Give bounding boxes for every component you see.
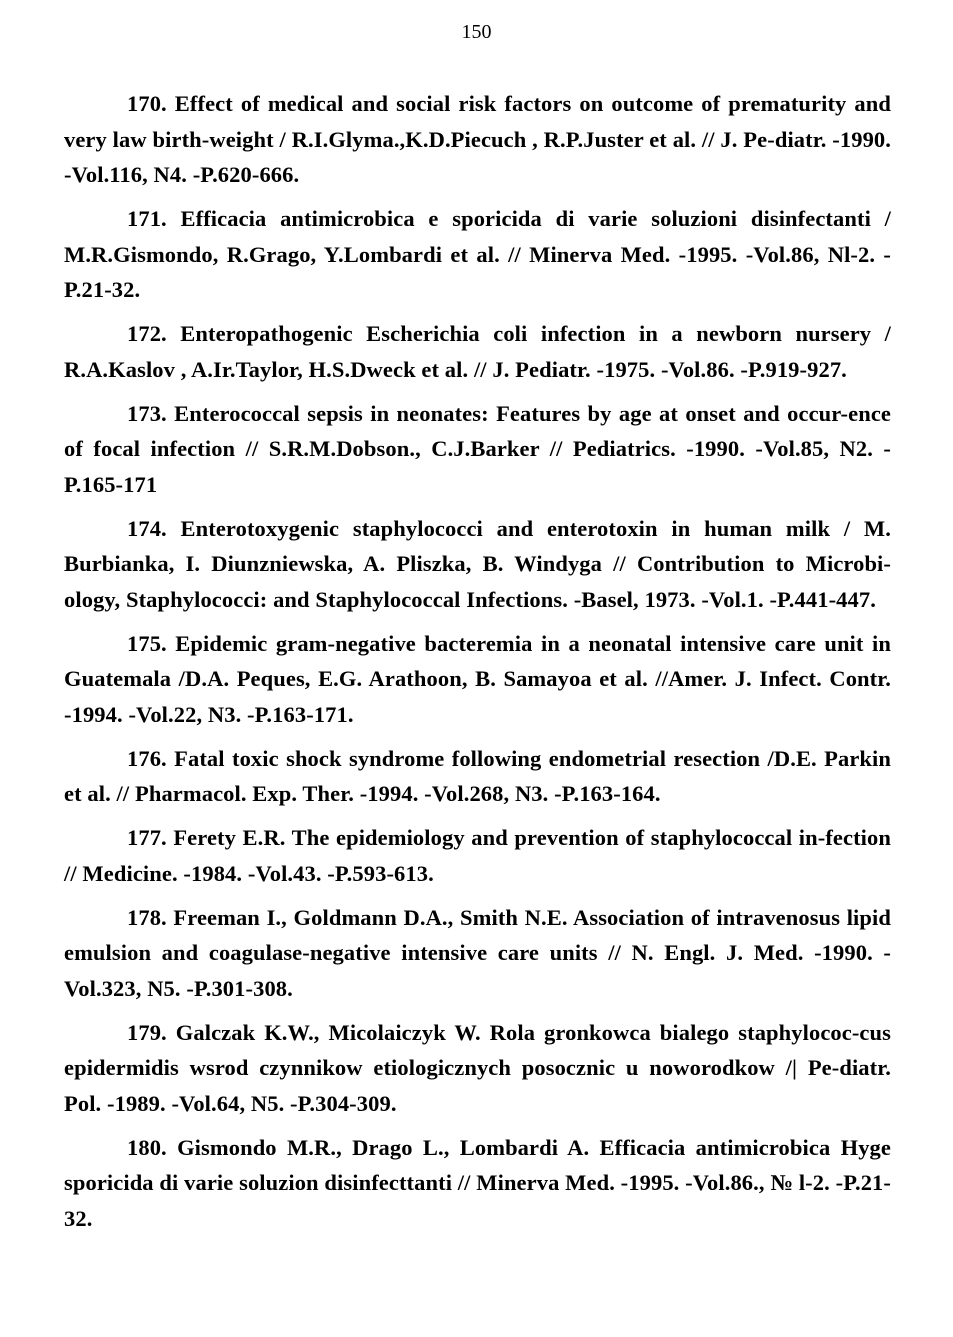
- reference-180: 180. Gismondo M.R., Drago L., Lombardi A. Efficacia antimicrobica Hyge sporicida di varie soluzion disinfecttanti // Minerva Med. -1995. -Vol.86., № l-2. -P.21-32.: [64, 1134, 891, 1231]
- reference-list: [64, 86, 891, 1245]
- reference-174: 174. Enterotoxygenic staphylococci and enterotoxin in human milk / M. Burbianka, I. Diunzniewska, A. Pliszka, B. Windyga // Contribution to Microbi-ology, Staphylococci: and Staphylococcal Infections. -Basel, 1973. -Vol.1. -P.441-447.: [64, 515, 891, 612]
- reference-172: 172. Enteropathogenic Escherichia coli infection in a newborn nursery / R.A.Kaslov , A.Ir.Taylor, H.S.Dweck et al. // J. Pediatr. -1975. -Vol.86. -P.919-927.: [64, 321, 891, 382]
- reference-175: 175. Epidemic gram-negative bacteremia in a neonatal intensive care unit in Guatemala /D.A. Peques, E.G. Arathoon, B. Samayoa et al. //Amer. J. Infect. Contr. -1994. -Vol.22, N3. -P.163-171.: [64, 630, 891, 727]
- reference-170: 170. Effect of medical and social risk factors on outcome of prematurity and very law birth-weight / R.I.Glyma.,K.D.Piecuch , R.P.Juster et al. // J. Pe-diatr. -1990. -Vol.116, N4. -P.620-666.: [64, 91, 891, 187]
- reference-178: 178. Freeman I., Goldmann D.A., Smith N.E. Association of intravenosus lipid emulsion and coagulase-negative intensive care units // N. Engl. J. Med. -1990. -Vol.323, N5. -P.301-308.: [64, 904, 891, 1001]
- reference-179: 179. Galczak K.W., Micolaiczyk W. Rola gronkowca bialego staphylococ-cus epidermidis wsrod czynnikow etiologicznych posocznic u noworodkow /| Pe-diatr. Pol. -1989. -Vol.64, N5. -P.304-309.: [64, 1019, 891, 1116]
- reference-173: 173. Enterococcal sepsis in neonates: Features by age at onset and occur-ence of focal infection // S.R.M.Dobson., C.J.Barker // Pediatrics. -1990. -Vol.85, N2. -P.165-171: [64, 400, 891, 497]
- reference-176: 176. Fatal toxic shock syndrome following endometrial resection /D.E. Parkin et al. // Pharmacol. Exp. Ther. -1994. -Vol.268, N3. -P.163-164.: [64, 745, 891, 806]
- reference-177: 177. Ferety E.R. The epidemiology and prevention of staphylococcal in-fection // Medicine. -1984. -Vol.43. -P.593-613.: [64, 825, 891, 886]
- page-number: 150: [461, 21, 492, 43]
- reference-171: 171. Efficacia antimicrobica e sporicida di varie soluzioni disinfectanti / M.R.Gismondo, R.Grago, Y.Lombardi et al. // Minerva Med. -1995. -Vol.86, Nl-2. -P.21-32.: [64, 206, 891, 302]
